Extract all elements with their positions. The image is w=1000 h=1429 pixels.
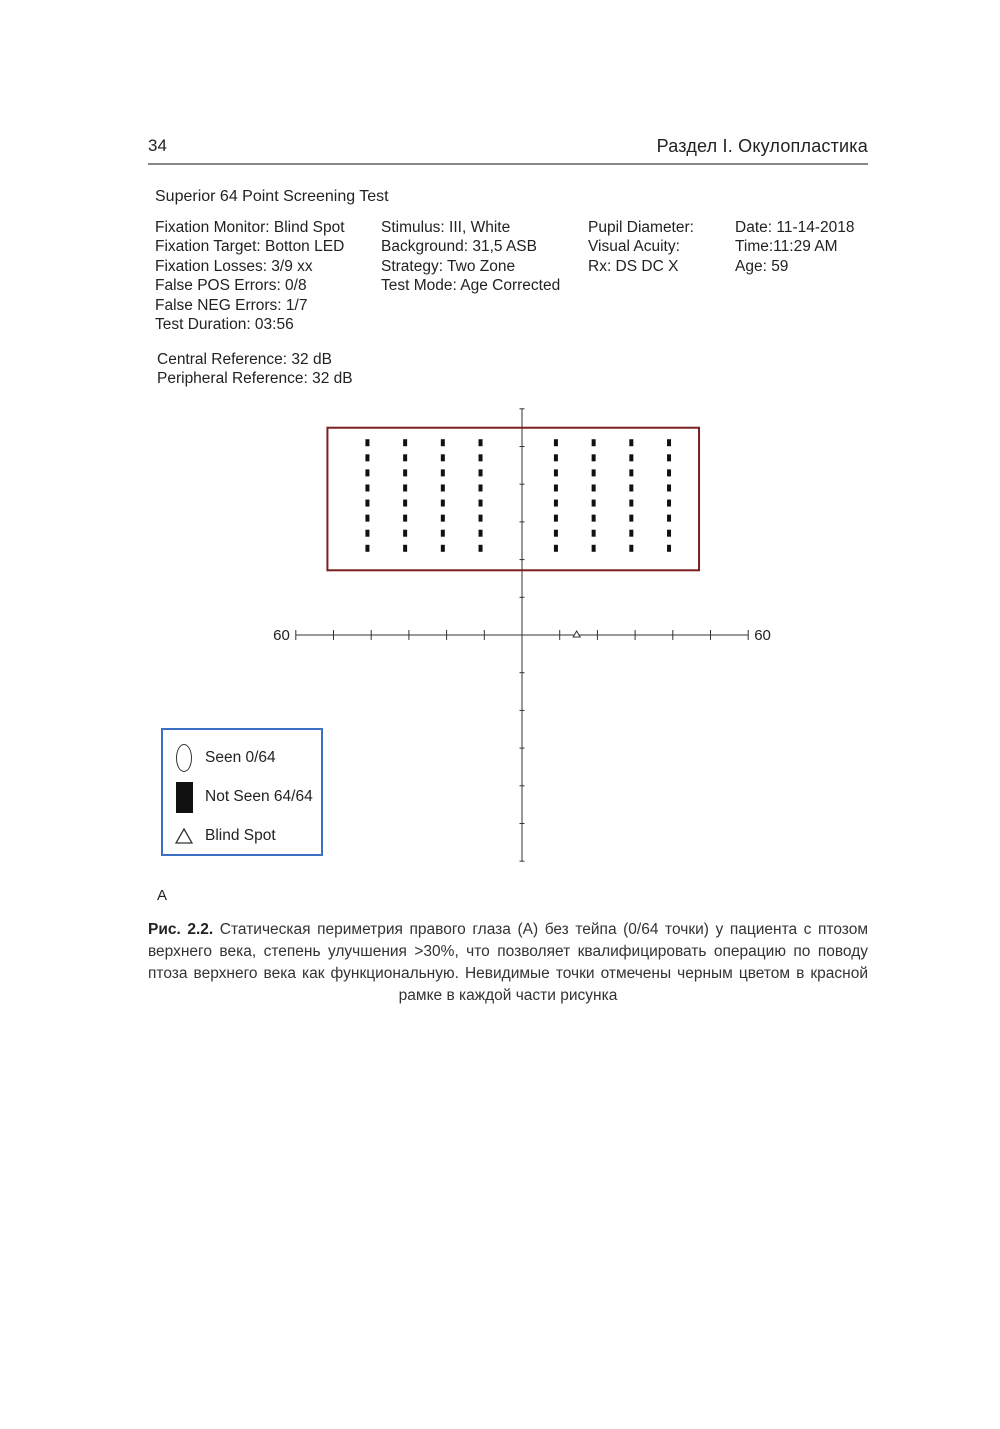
not-seen-point bbox=[554, 530, 558, 537]
not-seen-point bbox=[667, 484, 671, 491]
not-seen-point bbox=[667, 515, 671, 522]
not-seen-point bbox=[554, 515, 558, 522]
not-seen-point bbox=[441, 500, 445, 507]
blind-spot-triangle-icon bbox=[173, 828, 195, 844]
chart-points bbox=[365, 439, 671, 637]
not-seen-point bbox=[365, 454, 369, 461]
legend-blind-spot-label: Blind Spot bbox=[205, 827, 276, 844]
not-seen-point bbox=[479, 515, 483, 522]
not-seen-frame bbox=[327, 428, 699, 571]
caption-text: Статическая периметрия правого глаза (А) без тейпа (0/64 точки) у пациента с птозом верхнего века, степень улучшения >30%, что позволяет квалифицировать операцию по поводу птоза верхнего века как функциональную. Невидимые точки отмечены черным цветом в красной рамке в каждой части рисунка bbox=[148, 921, 868, 1004]
blind-spot-marker bbox=[573, 631, 580, 637]
not-seen-point bbox=[403, 545, 407, 552]
not-seen-point bbox=[365, 530, 369, 537]
not-seen-point bbox=[479, 530, 483, 537]
not-seen-point bbox=[629, 469, 633, 476]
caption-figure-number: Рис. 2.2. bbox=[148, 921, 214, 938]
not-seen-point bbox=[365, 469, 369, 476]
not-seen-point bbox=[667, 454, 671, 461]
not-seen-point bbox=[403, 515, 407, 522]
not-seen-point bbox=[629, 484, 633, 491]
chart-legend bbox=[161, 728, 323, 856]
not-seen-point bbox=[554, 454, 558, 461]
stimulus: Stimulus: III, White bbox=[381, 219, 511, 236]
section-title: Раздел I. Окулопластика bbox=[656, 136, 868, 156]
visual-acuity: Visual Acuity: bbox=[588, 238, 680, 256]
not-seen-point bbox=[365, 484, 369, 491]
not-seen-point bbox=[554, 484, 558, 491]
not-seen-point bbox=[403, 530, 407, 537]
test-date: Date: 11-14-2018 bbox=[735, 219, 855, 236]
not-seen-point bbox=[554, 439, 558, 446]
not-seen-point bbox=[629, 500, 633, 507]
not-seen-point bbox=[441, 515, 445, 522]
not-seen-point bbox=[554, 545, 558, 552]
not-seen-point bbox=[479, 545, 483, 552]
not-seen-point bbox=[629, 454, 633, 461]
false-neg-errors: False NEG Errors: 1/7 bbox=[155, 296, 308, 314]
not-seen-point bbox=[403, 439, 407, 446]
not-seen-point bbox=[592, 545, 596, 552]
false-pos-errors: False POS Errors: 0/8 bbox=[155, 277, 307, 295]
not-seen-point bbox=[592, 439, 596, 446]
chart-axes bbox=[296, 409, 748, 861]
test-mode: Test Mode: Age Corrected bbox=[381, 277, 561, 295]
legend-not-seen-label: Not Seen 64/64 bbox=[205, 788, 313, 805]
figure-caption bbox=[148, 919, 868, 1007]
not-seen-point bbox=[592, 530, 596, 537]
background: Background: 31,5 ASB bbox=[381, 238, 537, 256]
not-seen-point bbox=[441, 469, 445, 476]
fixation-target: Fixation Target: Botton LED bbox=[155, 238, 345, 256]
page-number: 34 bbox=[148, 136, 167, 155]
not-seen-point bbox=[667, 439, 671, 446]
not-seen-symbol-icon bbox=[173, 782, 195, 813]
central-reference: Central Reference: 32 dB bbox=[157, 351, 332, 368]
fixation-monitor: Fixation Monitor: Blind Spot bbox=[155, 219, 345, 236]
patient-age: Age: 59 bbox=[735, 257, 789, 275]
rx: Rx: DS DC X bbox=[588, 257, 679, 275]
x-axis-left-label: 60 bbox=[273, 627, 290, 644]
not-seen-point bbox=[365, 500, 369, 507]
not-seen-point bbox=[403, 454, 407, 461]
not-seen-point bbox=[592, 500, 596, 507]
not-seen-point bbox=[479, 484, 483, 491]
not-seen-point bbox=[441, 545, 445, 552]
not-seen-point bbox=[365, 515, 369, 522]
pupil-diameter: Pupil Diameter: bbox=[588, 219, 694, 236]
not-seen-point bbox=[441, 484, 445, 491]
legend-blind-spot bbox=[173, 819, 276, 853]
not-seen-point bbox=[479, 454, 483, 461]
not-seen-point bbox=[667, 530, 671, 537]
not-seen-point bbox=[365, 439, 369, 446]
not-seen-point bbox=[441, 454, 445, 461]
not-seen-point bbox=[441, 439, 445, 446]
not-seen-point bbox=[554, 500, 558, 507]
not-seen-point bbox=[554, 469, 558, 476]
not-seen-point bbox=[403, 484, 407, 491]
not-seen-point bbox=[592, 454, 596, 461]
not-seen-point bbox=[667, 469, 671, 476]
legend-seen bbox=[173, 741, 276, 775]
peripheral-reference: Peripheral Reference: 32 dB bbox=[157, 370, 353, 388]
not-seen-point bbox=[667, 500, 671, 507]
figure-sub-label: A bbox=[157, 887, 168, 904]
not-seen-point bbox=[629, 515, 633, 522]
fixation-losses: Fixation Losses: 3/9 xx bbox=[155, 257, 313, 275]
legend-seen-label: Seen 0/64 bbox=[205, 749, 276, 766]
not-seen-point bbox=[441, 530, 445, 537]
not-seen-point bbox=[592, 484, 596, 491]
not-seen-point bbox=[629, 530, 633, 537]
not-seen-point bbox=[667, 545, 671, 552]
not-seen-point bbox=[403, 469, 407, 476]
seen-symbol-icon bbox=[173, 744, 195, 772]
not-seen-point bbox=[629, 439, 633, 446]
x-axis-right-label: 60 bbox=[754, 627, 771, 644]
not-seen-point bbox=[479, 500, 483, 507]
not-seen-point bbox=[592, 515, 596, 522]
test-duration: Test Duration: 03:56 bbox=[155, 316, 294, 334]
not-seen-point bbox=[479, 469, 483, 476]
not-seen-point bbox=[592, 469, 596, 476]
not-seen-point bbox=[365, 545, 369, 552]
strategy: Strategy: Two Zone bbox=[381, 257, 516, 275]
test-time: Time:11:29 AM bbox=[735, 238, 838, 256]
legend-not-seen bbox=[173, 780, 313, 814]
not-seen-point bbox=[629, 545, 633, 552]
not-seen-point bbox=[403, 500, 407, 507]
test-title: Superior 64 Point Screening Test bbox=[155, 188, 389, 205]
not-seen-point bbox=[479, 439, 483, 446]
